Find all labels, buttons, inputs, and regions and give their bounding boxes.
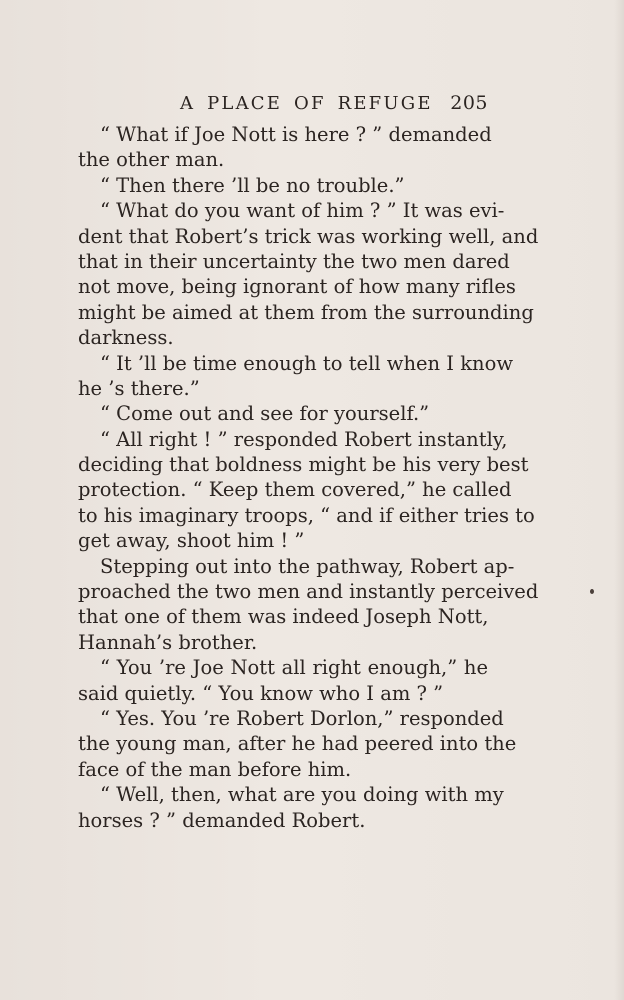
text-line: “ You ’re Joe Nott all right enough,” he [100,656,488,680]
text-line: deciding that boldness might be his very best [78,453,529,477]
text-line: Hannah’s brother. [78,630,258,654]
text-line: protection. “ Keep them covered,” he called [78,478,512,502]
margin-ink-mark [590,589,594,594]
text-line: “ Well, then, what are you doing with my [100,783,504,807]
text-line: “ Yes. You ’re Robert Dorlon,” responded [100,706,504,730]
text-line: Stepping out into the pathway, Robert ap- [100,554,515,578]
text-line: darkness. [78,326,174,350]
page-number: 205 [450,92,488,114]
text-line: face of the man before him. [78,757,352,781]
text-line: to his imaginary troops, “ and if either tries to [78,503,535,527]
text-line: not move, being ignorant of how many rifles [78,275,516,299]
text-line: “ What do you want of him ? ” It was evi- [100,199,505,223]
chapter-title: A PLACE OF REFUGE [180,93,433,114]
text-line: proached the two men and instantly perceived [78,580,539,604]
running-header [78,93,488,121]
text-line: get away, shoot him ! ” [78,529,305,553]
text-line: “ It ’ll be time enough to tell when I know [100,351,514,375]
text-line: the young man, after he had peered into the [78,732,517,756]
text-line: he ’s there.” [78,376,200,400]
text-line: said quietly. “ You know who I am ? ” [78,681,444,705]
text-line: “ What if Joe Nott is here ? ” demanded [100,123,492,146]
text-line: that in their uncertainty the two men dared [78,249,510,273]
text-line: “ All right ! ” responded Robert instantly, [100,427,508,451]
page-edge-shadow [614,0,624,1000]
text-line: horses ? ” demanded Robert. [78,808,366,832]
body-text [78,122,539,833]
text-line: dent that Robert’s trick was working well, and [78,224,539,248]
text-line: might be aimed at them from the surrounding [78,300,534,324]
text-line: the other man. [78,148,225,172]
text-line: “ Come out and see for yourself.” [100,402,430,426]
text-line: that one of them was indeed Joseph Nott, [78,605,489,629]
text-line: “ Then there ’ll be no trouble.” [100,173,405,197]
